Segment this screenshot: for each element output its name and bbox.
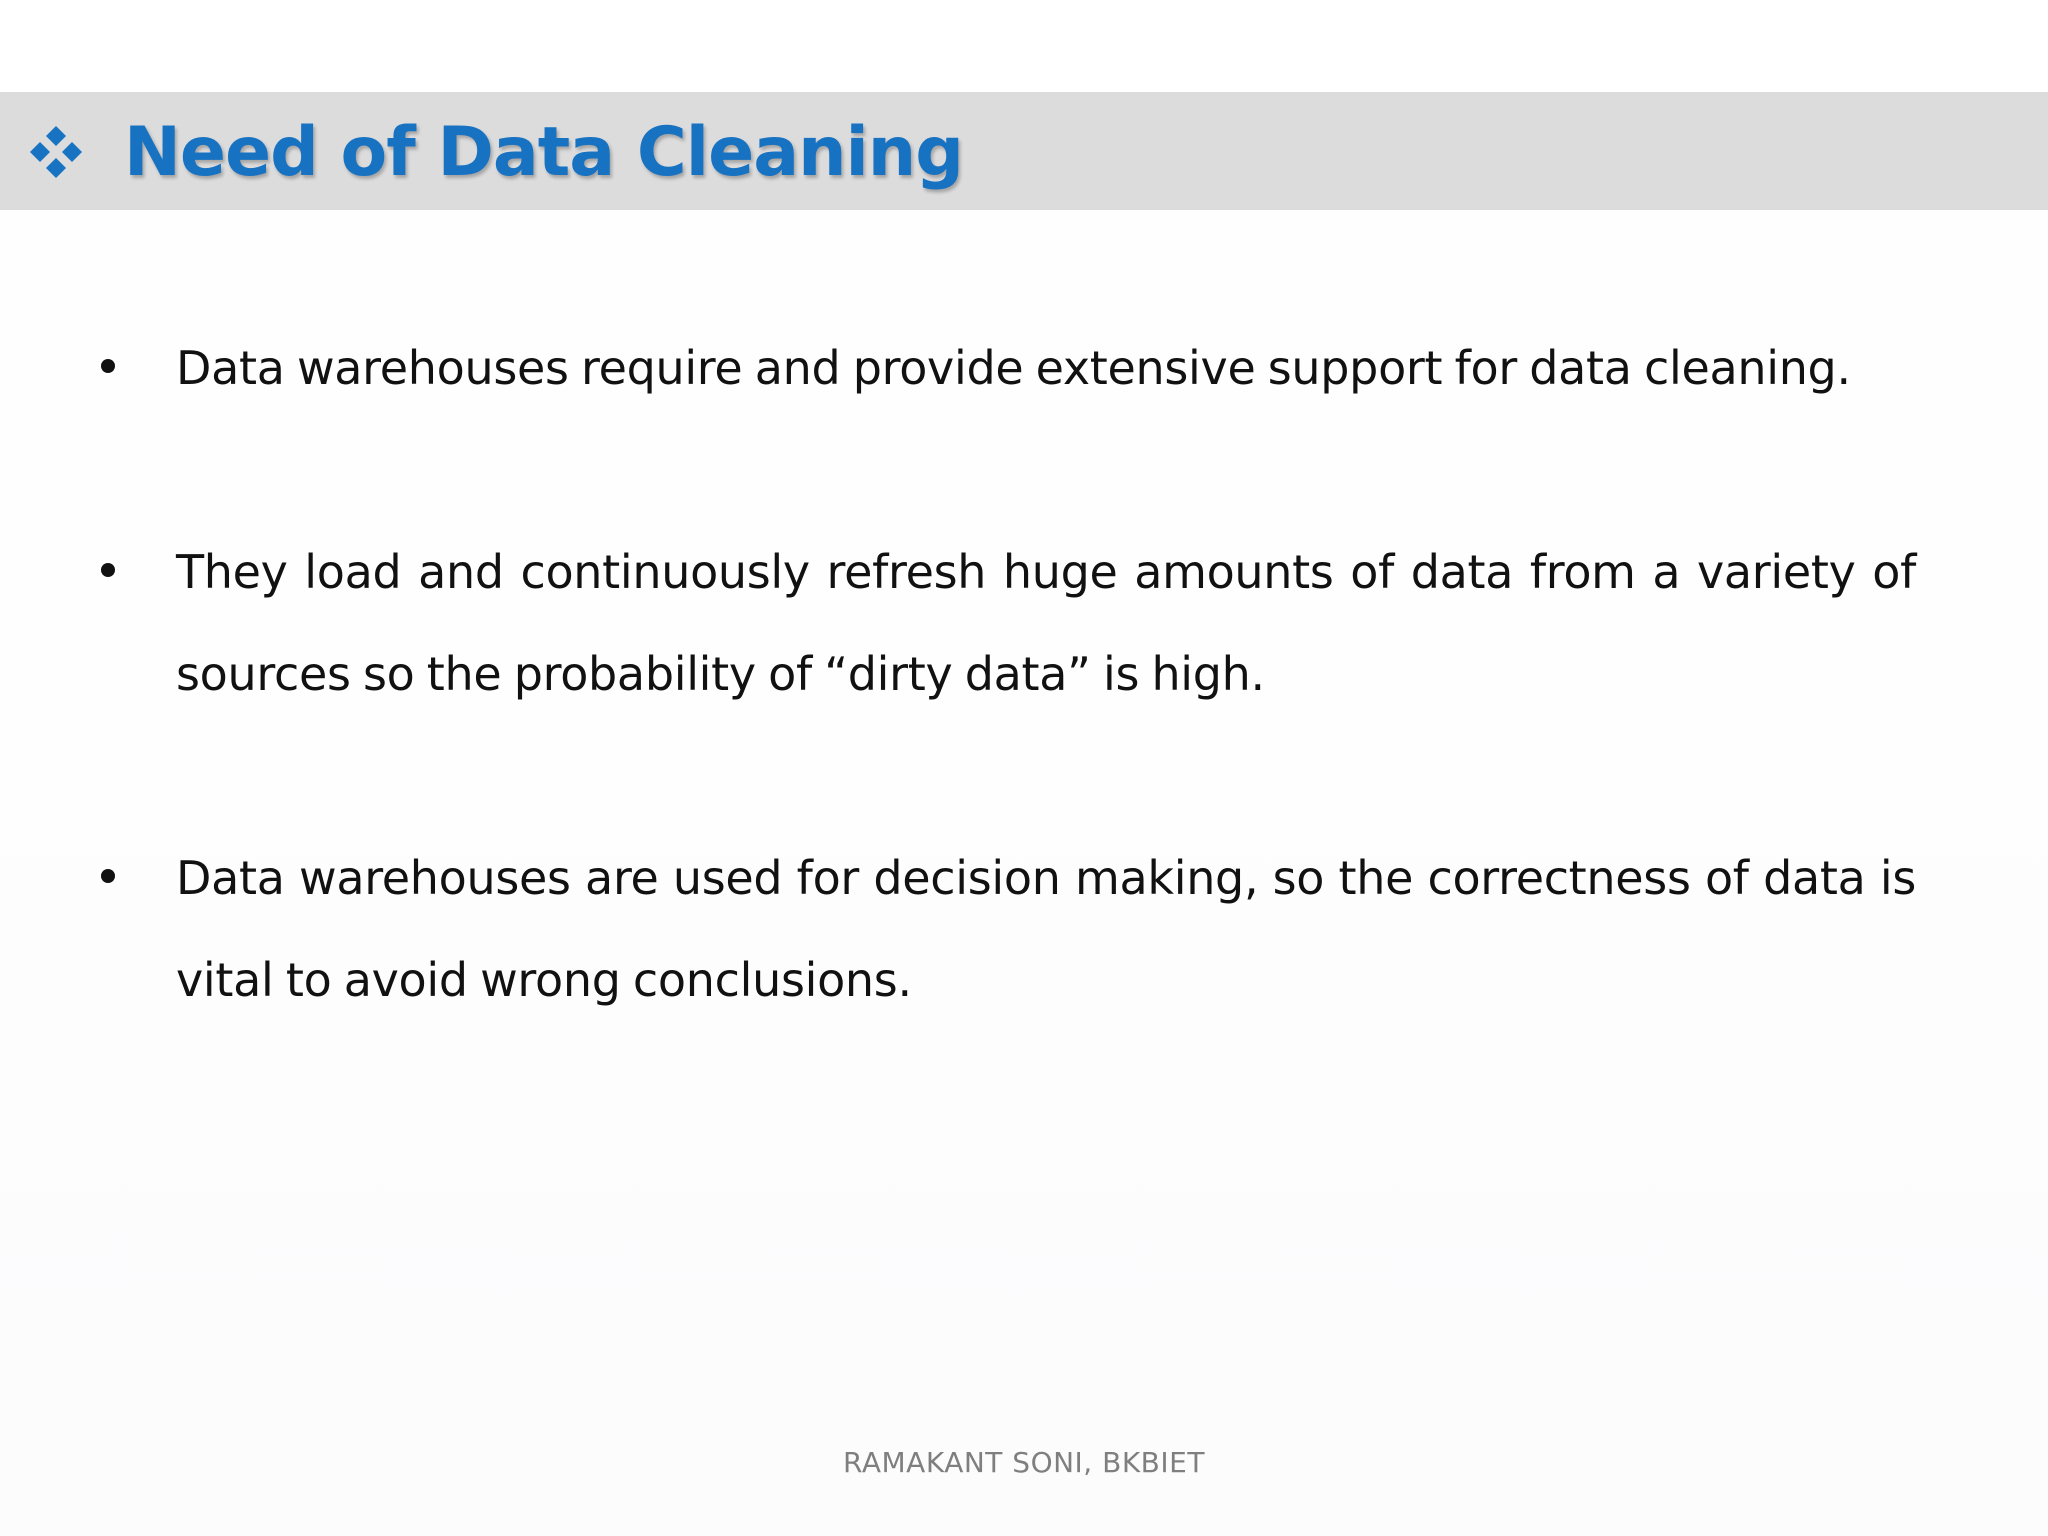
bullet-point-icon — [98, 866, 122, 890]
slide-title: Need of Data Cleaning — [124, 113, 963, 192]
slide-footer: RAMAKANT SONI, BKBIET — [843, 1446, 1205, 1479]
bullet-text-3: Data warehouses are used for decision making, so the correctness of data is vital to avoid wrong conclusions. — [176, 851, 1916, 1007]
bullet-point-icon — [98, 560, 122, 584]
four-diamond-bullet-icon — [26, 122, 86, 182]
bullet-point-icon — [98, 356, 122, 380]
bullet-text-2: They load and continuously refresh huge amounts of data from a variety of sources so the probability of “dirty data” is high. — [176, 545, 1916, 701]
bullet-text-1: Data warehouses require and provide extensive support for data cleaning. — [176, 341, 1851, 395]
